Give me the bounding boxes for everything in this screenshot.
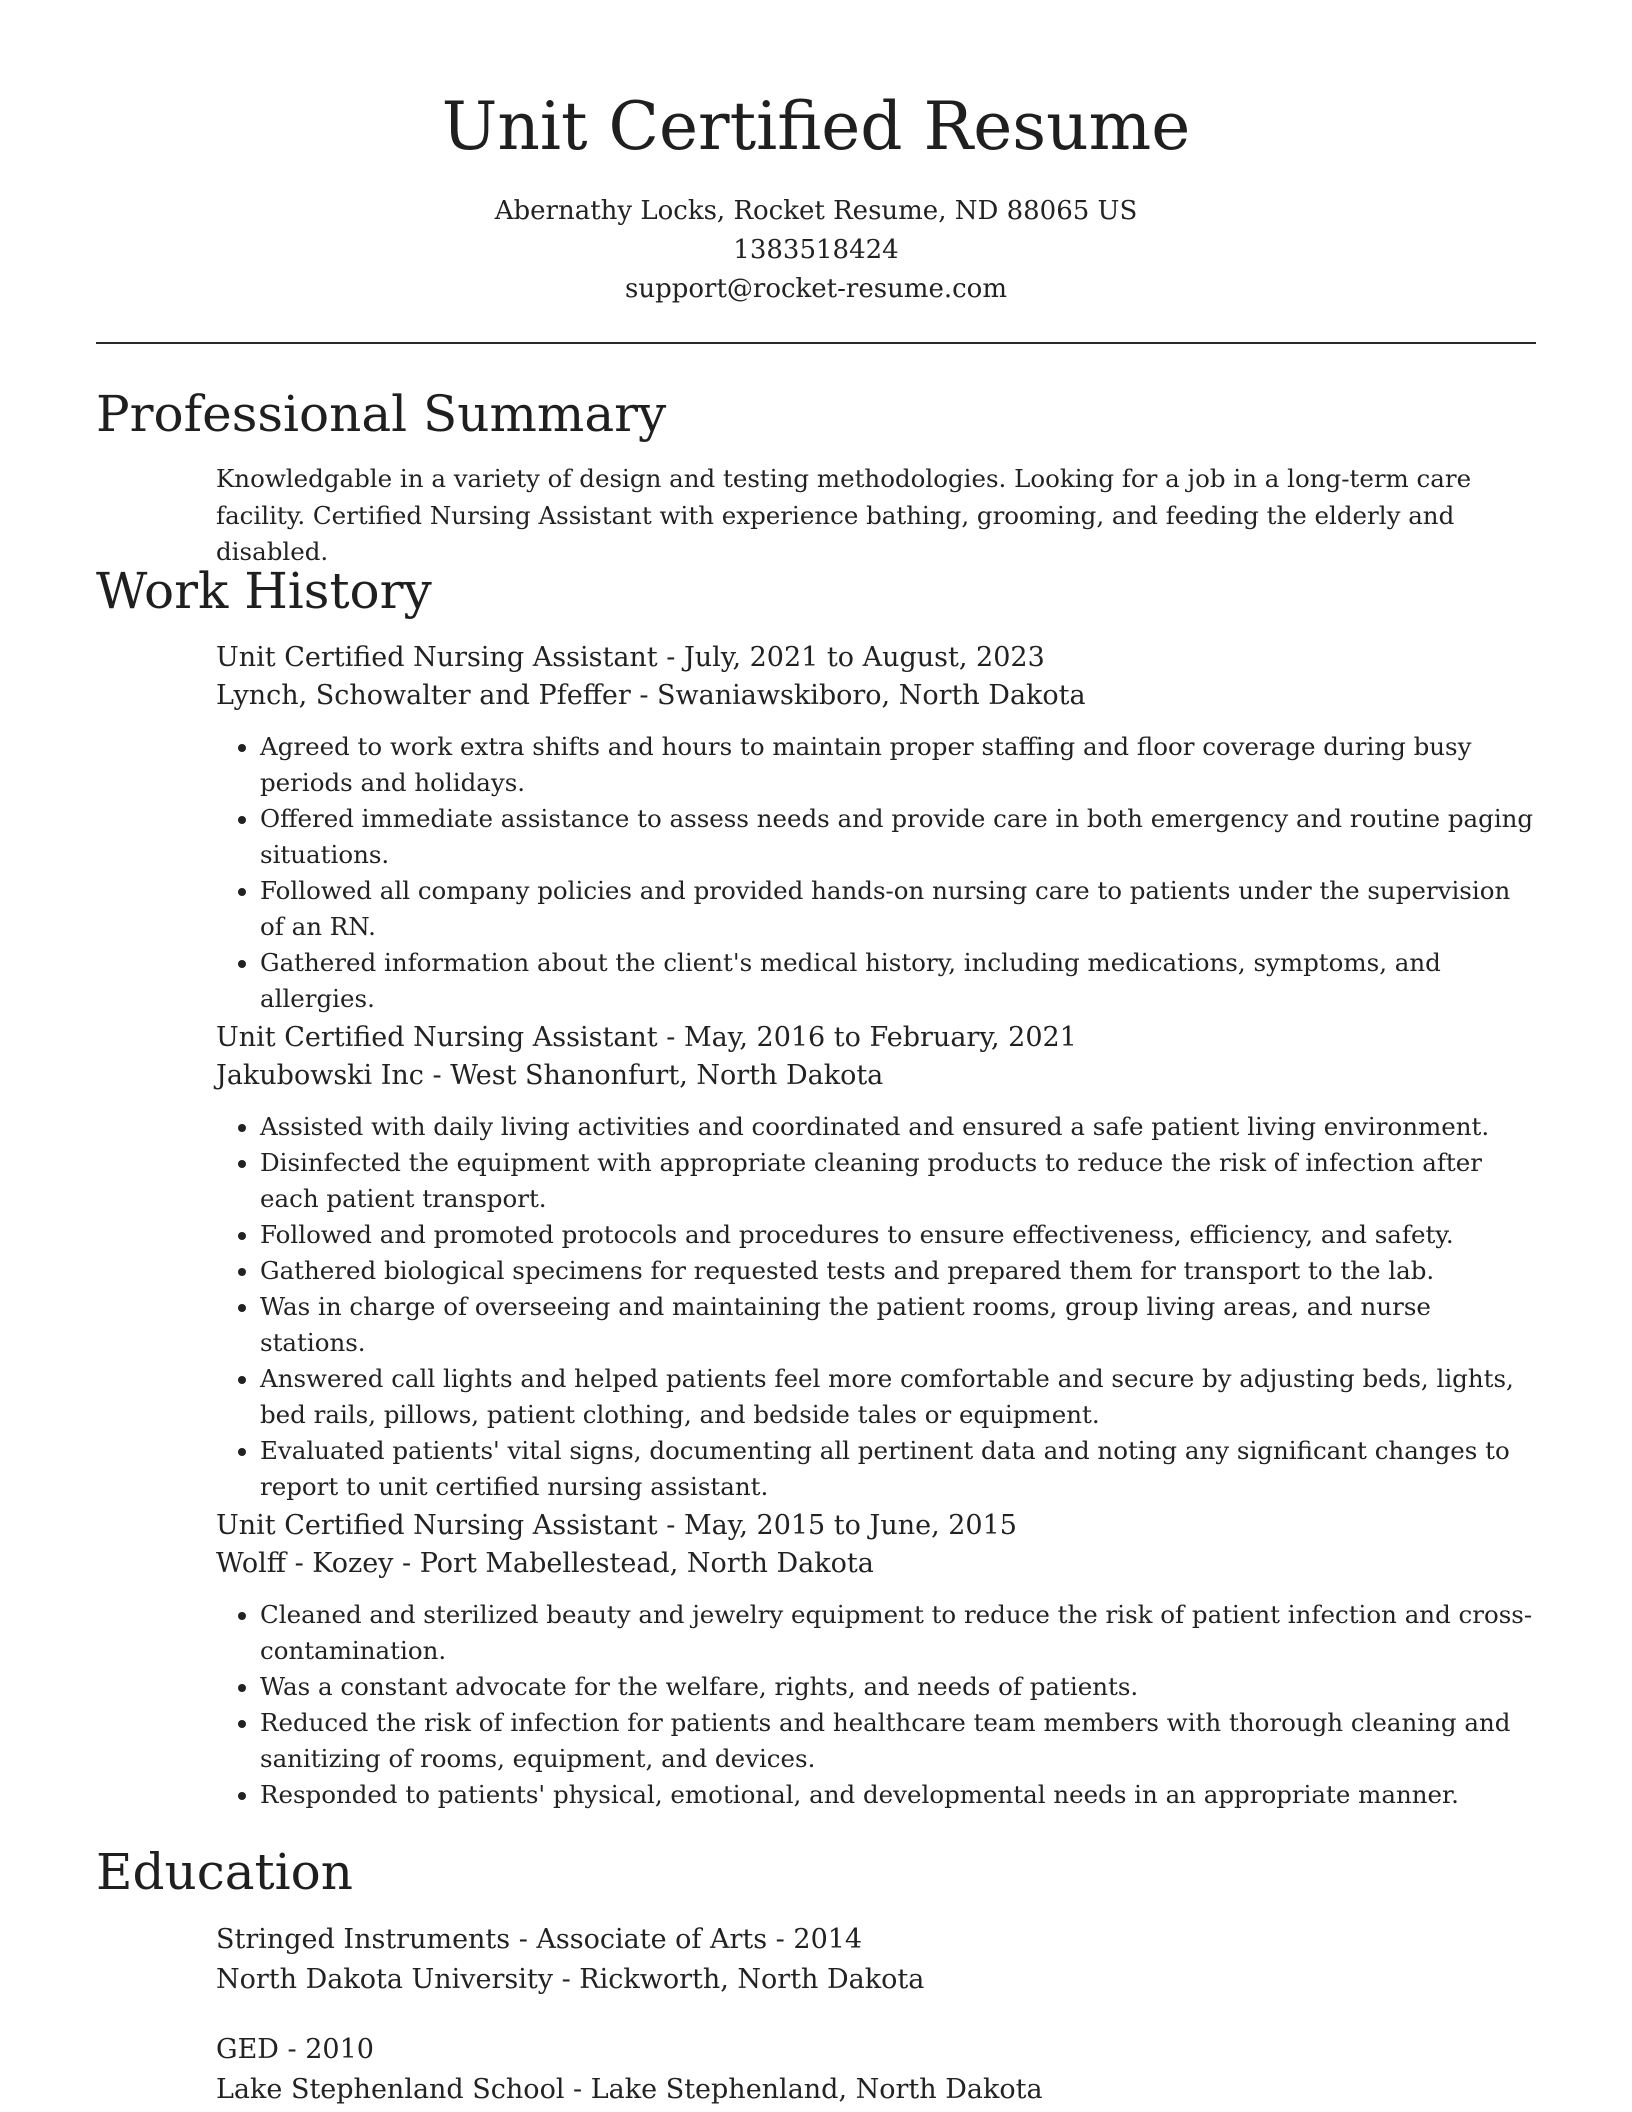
bullet-item: • Followed all company policies and provided hands-on nursing care to patients under the supervision of an RN. [260,873,1536,945]
job-bullets [216,1597,1536,1813]
job-org-line: Lynch, Schowalter and Pfeffer - Swaniawskiboro, North Dakota [216,680,1086,711]
resume-title: Unit Certified Resume [441,88,1191,165]
bullet-item: • Disinfected the equipment with appropriate cleaning products to reduce the risk of infection after each patient transport. [260,1145,1536,1217]
bullet-item: • Evaluated patients' vital signs, documenting all pertinent data and noting any significant changes to report to unit certified nursing assistant. [260,1433,1536,1505]
bullet-item: • Responded to patients' physical, emotional, and developmental needs in an appropriate manner. [260,1777,1536,1813]
bullet-item: • Reduced the risk of infection for patients and healthcare team members with thorough cleaning and sanitizing of rooms, equipment, and devices. [260,1705,1536,1777]
header-divider [96,342,1536,344]
education-school-line: North Dakota University - Rickworth, North Dakota [216,1964,925,1995]
contact-phone: 1383518424 [733,235,899,265]
job-bullets [216,1109,1536,1505]
bullet-item: • Was a constant advocate for the welfare, rights, and needs of patients. [260,1669,1536,1705]
job-org-line: Jakubowski Inc - West Shanonfurt, North Dakota [216,1060,884,1091]
summary-heading: Professional Summary [96,385,667,443]
bullet-item: • Offered immediate assistance to assess needs and provide care in both emergency and routine paging situations. [260,801,1536,873]
bullet-item: • Agreed to work extra shifts and hours to maintain proper staffing and floor coverage during busy periods and holidays. [260,729,1536,801]
education-degree-line: GED - 2010 [216,2034,374,2065]
job-org-line: Wolff - Kozey - Port Mabellestead, North Dakota [216,1548,874,1579]
job-title-line: Unit Certified Nursing Assistant - July, 2021 to August, 2023 [216,642,1045,673]
job-title-line: Unit Certified Nursing Assistant - May, 2015 to June, 2015 [216,1510,1017,1541]
bullet-item: • Assisted with daily living activities and coordinated and ensured a safe patient living environment. [260,1109,1536,1145]
education-entry-1 [216,1920,1536,2000]
bullet-item: • Was in charge of overseeing and maintaining the patient rooms, group living areas, and nurse stations. [260,1289,1536,1361]
education-degree-line: Stringed Instruments - Associate of Arts - 2014 [216,1924,863,1955]
work-history-heading: Work History [96,562,432,620]
bullet-item: • Followed and promoted protocols and procedures to ensure effectiveness, efficiency, and safety. [260,1217,1536,1253]
bullet-item: • Cleaned and sterilized beauty and jewelry equipment to reduce the risk of patient infection and cross-contamination. [260,1597,1536,1669]
summary-block [216,461,1536,571]
job-entry-1 [216,639,1536,1017]
education-heading: Education [96,1843,353,1901]
bullet-item: • Gathered information about the client's medical history, including medications, symptoms, and allergies. [260,945,1536,1017]
bullet-item: • Answered call lights and helped patients feel more comfortable and secure by adjusting beds, lights, bed rails, pillows, patient clothing, and bedside tales or equipment. [260,1361,1536,1433]
job-entry-2 [216,1019,1536,1505]
job-entry-3 [216,1507,1536,1813]
education-school-line: Lake Stephenland School - Lake Stephenland, North Dakota [216,2074,1043,2105]
summary-text: Knowledgable in a variety of design and testing methodologies. Looking for a job in a long-term care facility. Certified Nursing Assistant with experience bathing, grooming, and feeding the elderly and disabled. [216,464,1472,566]
bullet-item: • Gathered biological specimens for requested tests and prepared them for transport to the lab. [260,1253,1536,1289]
resume-header [0,0,1632,309]
contact-email: support@rocket-resume.com [624,274,1007,304]
contact-address: Abernathy Locks, Rocket Resume, ND 88065 US [494,196,1138,226]
job-bullets [216,729,1536,1017]
job-title-line: Unit Certified Nursing Assistant - May, 2016 to February, 2021 [216,1022,1077,1053]
education-entry-2 [216,2030,1536,2110]
contact-info [0,192,1632,309]
